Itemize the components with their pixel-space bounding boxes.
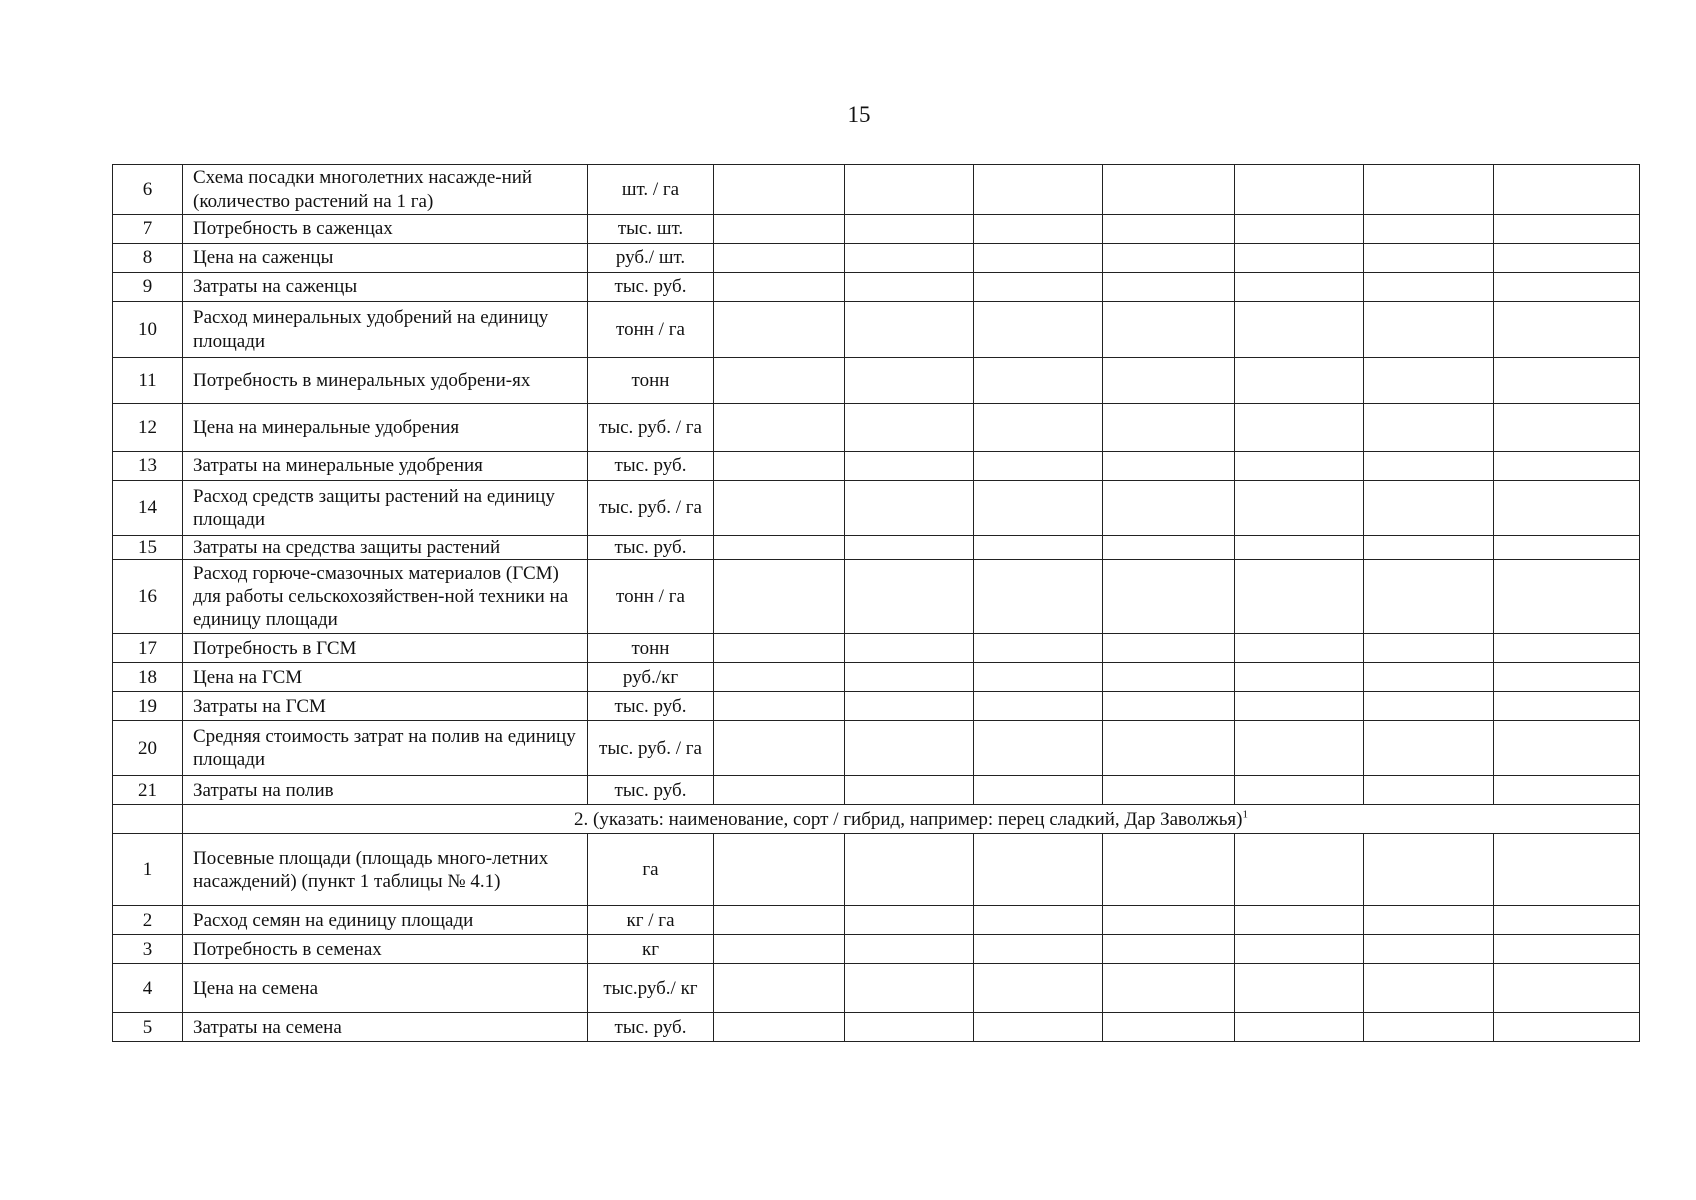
value-cell bbox=[1494, 906, 1640, 935]
value-cell bbox=[714, 776, 845, 805]
value-cell bbox=[845, 273, 974, 302]
unit-of-measure: тыс. руб. / га bbox=[588, 721, 714, 776]
value-cell bbox=[1103, 215, 1235, 244]
value-cell bbox=[1235, 663, 1364, 692]
value-cell bbox=[1235, 906, 1364, 935]
table-row bbox=[113, 404, 1640, 452]
value-cell bbox=[714, 244, 845, 273]
indicator-name: Посевные площади (площадь много-летних насаждений) (пункт 1 таблицы № 4.1) bbox=[183, 834, 588, 906]
value-cell bbox=[714, 721, 845, 776]
unit-of-measure: тыс.руб./ кг bbox=[588, 964, 714, 1013]
value-cell bbox=[845, 244, 974, 273]
row-number: 2 bbox=[113, 906, 183, 935]
value-cell bbox=[974, 165, 1103, 215]
value-cell bbox=[845, 165, 974, 215]
table-row bbox=[113, 358, 1640, 404]
row-number: 21 bbox=[113, 776, 183, 805]
section-title: 2. (указать: наименование, сорт / гибрид, например: перец сладкий, Дар Заволжья) bbox=[574, 808, 1243, 830]
unit-of-measure: руб./кг bbox=[588, 663, 714, 692]
value-cell bbox=[1364, 1013, 1494, 1042]
row-number: 16 bbox=[113, 560, 183, 634]
value-cell bbox=[1494, 244, 1640, 273]
page-number: 15 bbox=[847, 102, 871, 127]
value-cell bbox=[845, 692, 974, 721]
value-cell bbox=[1103, 834, 1235, 906]
value-cell bbox=[1235, 536, 1364, 560]
value-cell bbox=[845, 1013, 974, 1042]
table-row bbox=[113, 634, 1640, 663]
indicator-name: Затраты на средства защиты растений bbox=[183, 536, 588, 560]
value-cell bbox=[1364, 165, 1494, 215]
value-cell bbox=[974, 1013, 1103, 1042]
value-cell bbox=[1235, 560, 1364, 634]
table-row bbox=[113, 215, 1640, 244]
table-row bbox=[113, 964, 1640, 1013]
table-row bbox=[113, 536, 1640, 560]
unit-of-measure: тыс. руб. bbox=[588, 452, 714, 481]
value-cell bbox=[845, 964, 974, 1013]
indicator-name: Затраты на минеральные удобрения bbox=[183, 452, 588, 481]
unit-of-measure: руб./ шт. bbox=[588, 244, 714, 273]
value-cell bbox=[1364, 302, 1494, 358]
unit-of-measure: га bbox=[588, 834, 714, 906]
value-cell bbox=[974, 536, 1103, 560]
table-row bbox=[113, 273, 1640, 302]
value-cell bbox=[845, 663, 974, 692]
value-cell bbox=[1103, 165, 1235, 215]
value-cell bbox=[845, 634, 974, 663]
value-cell bbox=[974, 663, 1103, 692]
value-cell bbox=[1494, 776, 1640, 805]
value-cell bbox=[1235, 634, 1364, 663]
indicator-name: Потребность в семенах bbox=[183, 935, 588, 964]
row-number: 10 bbox=[113, 302, 183, 358]
value-cell bbox=[1494, 452, 1640, 481]
value-cell bbox=[1235, 935, 1364, 964]
value-cell bbox=[845, 834, 974, 906]
row-number: 14 bbox=[113, 481, 183, 536]
value-cell bbox=[1364, 452, 1494, 481]
value-cell bbox=[1235, 165, 1364, 215]
value-cell bbox=[714, 452, 845, 481]
row-number: 11 bbox=[113, 358, 183, 404]
unit-of-measure: тыс. руб. bbox=[588, 536, 714, 560]
unit-of-measure: тыс. руб. bbox=[588, 776, 714, 805]
value-cell bbox=[1103, 964, 1235, 1013]
table-row bbox=[113, 663, 1640, 692]
indicator-name: Средняя стоимость затрат на полив на единицу площади bbox=[183, 721, 588, 776]
value-cell bbox=[974, 215, 1103, 244]
value-cell bbox=[1364, 404, 1494, 452]
row-number: 8 bbox=[113, 244, 183, 273]
row-number: 13 bbox=[113, 452, 183, 481]
value-cell bbox=[1235, 452, 1364, 481]
value-cell bbox=[1494, 273, 1640, 302]
value-cell bbox=[845, 452, 974, 481]
row-number: 7 bbox=[113, 215, 183, 244]
value-cell bbox=[1103, 634, 1235, 663]
value-cell bbox=[1494, 165, 1640, 215]
value-cell bbox=[714, 1013, 845, 1042]
indicator-name: Расход горюче-смазочных материалов (ГСМ) для работы сельскохозяйствен-ной техники на единицу площади bbox=[183, 560, 588, 634]
value-cell bbox=[714, 964, 845, 1013]
unit-of-measure: тыс. руб. / га bbox=[588, 481, 714, 536]
value-cell bbox=[974, 721, 1103, 776]
value-cell bbox=[1103, 1013, 1235, 1042]
value-cell bbox=[974, 906, 1103, 935]
unit-of-measure: тонн / га bbox=[588, 302, 714, 358]
value-cell bbox=[974, 560, 1103, 634]
value-cell bbox=[1494, 481, 1640, 536]
value-cell bbox=[974, 692, 1103, 721]
row-number: 17 bbox=[113, 634, 183, 663]
unit-of-measure: тыс. шт. bbox=[588, 215, 714, 244]
table-row bbox=[113, 302, 1640, 358]
value-cell bbox=[1494, 935, 1640, 964]
value-cell bbox=[1235, 273, 1364, 302]
value-cell bbox=[1103, 244, 1235, 273]
unit-of-measure: кг bbox=[588, 935, 714, 964]
indicator-name: Затраты на семена bbox=[183, 1013, 588, 1042]
value-cell bbox=[1364, 964, 1494, 1013]
value-cell bbox=[1235, 1013, 1364, 1042]
value-cell bbox=[714, 634, 845, 663]
cost-table bbox=[112, 164, 1640, 1042]
value-cell bbox=[1364, 692, 1494, 721]
value-cell bbox=[1103, 560, 1235, 634]
value-cell bbox=[1364, 273, 1494, 302]
table-row bbox=[113, 834, 1640, 906]
value-cell bbox=[1235, 692, 1364, 721]
value-cell bbox=[1103, 302, 1235, 358]
value-cell bbox=[845, 358, 974, 404]
value-cell bbox=[1235, 215, 1364, 244]
value-cell bbox=[1364, 215, 1494, 244]
unit-of-measure: шт. / га bbox=[588, 165, 714, 215]
value-cell bbox=[1494, 834, 1640, 906]
value-cell bbox=[1103, 776, 1235, 805]
value-cell bbox=[1235, 721, 1364, 776]
indicator-name: Расход семян на единицу площади bbox=[183, 906, 588, 935]
value-cell bbox=[1235, 302, 1364, 358]
row-number: 20 bbox=[113, 721, 183, 776]
value-cell bbox=[1494, 358, 1640, 404]
value-cell bbox=[974, 634, 1103, 663]
value-cell bbox=[1364, 834, 1494, 906]
value-cell bbox=[1364, 560, 1494, 634]
value-cell bbox=[1103, 358, 1235, 404]
indicator-name: Затраты на ГСМ bbox=[183, 692, 588, 721]
table-body bbox=[113, 165, 1640, 1042]
table-row bbox=[113, 560, 1640, 634]
indicator-name: Расход минеральных удобрений на единицу площади bbox=[183, 302, 588, 358]
row-number: 12 bbox=[113, 404, 183, 452]
value-cell bbox=[1494, 1013, 1640, 1042]
value-cell bbox=[1235, 244, 1364, 273]
value-cell bbox=[714, 404, 845, 452]
unit-of-measure: тонн bbox=[588, 634, 714, 663]
value-cell bbox=[714, 165, 845, 215]
unit-of-measure: тонн bbox=[588, 358, 714, 404]
row-number: 5 bbox=[113, 1013, 183, 1042]
indicator-name: Расход средств защиты растений на единицу площади bbox=[183, 481, 588, 536]
value-cell bbox=[974, 481, 1103, 536]
value-cell bbox=[1494, 536, 1640, 560]
row-number: 1 bbox=[113, 834, 183, 906]
indicator-name: Цена на минеральные удобрения bbox=[183, 404, 588, 452]
value-cell bbox=[1494, 215, 1640, 244]
value-cell bbox=[1103, 404, 1235, 452]
unit-of-measure: тонн / га bbox=[588, 560, 714, 634]
value-cell bbox=[974, 358, 1103, 404]
table-row bbox=[113, 935, 1640, 964]
value-cell bbox=[1364, 358, 1494, 404]
value-cell bbox=[974, 404, 1103, 452]
value-cell bbox=[714, 302, 845, 358]
value-cell bbox=[714, 834, 845, 906]
indicator-name: Потребность в минеральных удобрени-ях bbox=[183, 358, 588, 404]
section-title-cell bbox=[183, 805, 1640, 834]
value-cell bbox=[974, 273, 1103, 302]
value-cell bbox=[1103, 452, 1235, 481]
value-cell bbox=[1364, 663, 1494, 692]
value-cell bbox=[845, 536, 974, 560]
value-cell bbox=[845, 935, 974, 964]
value-cell bbox=[1364, 536, 1494, 560]
value-cell bbox=[714, 935, 845, 964]
value-cell bbox=[714, 273, 845, 302]
value-cell bbox=[845, 302, 974, 358]
indicator-name: Цена на саженцы bbox=[183, 244, 588, 273]
value-cell bbox=[1103, 663, 1235, 692]
value-cell bbox=[1103, 273, 1235, 302]
value-cell bbox=[1235, 834, 1364, 906]
value-cell bbox=[845, 721, 974, 776]
value-cell bbox=[1494, 964, 1640, 1013]
value-cell bbox=[714, 215, 845, 244]
value-cell bbox=[845, 560, 974, 634]
row-number: 15 bbox=[113, 536, 183, 560]
value-cell bbox=[1364, 634, 1494, 663]
value-cell bbox=[1103, 721, 1235, 776]
table-row bbox=[113, 452, 1640, 481]
value-cell bbox=[1364, 481, 1494, 536]
value-cell bbox=[714, 481, 845, 536]
value-cell bbox=[1494, 634, 1640, 663]
value-cell bbox=[714, 358, 845, 404]
value-cell bbox=[974, 935, 1103, 964]
value-cell bbox=[1494, 404, 1640, 452]
indicator-name: Затраты на полив bbox=[183, 776, 588, 805]
value-cell bbox=[1364, 935, 1494, 964]
indicator-name: Потребность в ГСМ bbox=[183, 634, 588, 663]
indicator-name: Схема посадки многолетних насажде-ний (количество растений на 1 га) bbox=[183, 165, 588, 215]
value-cell bbox=[714, 906, 845, 935]
value-cell bbox=[1364, 244, 1494, 273]
value-cell bbox=[974, 776, 1103, 805]
value-cell bbox=[974, 302, 1103, 358]
value-cell bbox=[974, 452, 1103, 481]
value-cell bbox=[1494, 692, 1640, 721]
value-cell bbox=[1364, 906, 1494, 935]
value-cell bbox=[714, 663, 845, 692]
indicator-name: Потребность в саженцах bbox=[183, 215, 588, 244]
value-cell bbox=[974, 964, 1103, 1013]
value-cell bbox=[714, 536, 845, 560]
indicator-name: Затраты на саженцы bbox=[183, 273, 588, 302]
footnote-marker: 1 bbox=[1242, 808, 1248, 821]
value-cell bbox=[1235, 404, 1364, 452]
value-cell bbox=[845, 404, 974, 452]
table-row bbox=[113, 165, 1640, 215]
value-cell bbox=[845, 481, 974, 536]
value-cell bbox=[1364, 776, 1494, 805]
indicator-name: Цена на ГСМ bbox=[183, 663, 588, 692]
unit-of-measure: тыс. руб. bbox=[588, 692, 714, 721]
table-row bbox=[113, 244, 1640, 273]
value-cell bbox=[1103, 536, 1235, 560]
row-number: 9 bbox=[113, 273, 183, 302]
row-number: 6 bbox=[113, 165, 183, 215]
unit-of-measure: кг / га bbox=[588, 906, 714, 935]
table-row bbox=[113, 776, 1640, 805]
value-cell bbox=[1494, 560, 1640, 634]
section-row bbox=[113, 805, 1640, 834]
value-cell bbox=[845, 776, 974, 805]
indicator-name: Цена на семена bbox=[183, 964, 588, 1013]
row-number: 18 bbox=[113, 663, 183, 692]
table-row bbox=[113, 692, 1640, 721]
value-cell bbox=[974, 244, 1103, 273]
section-number-cell bbox=[113, 805, 183, 834]
value-cell bbox=[1494, 721, 1640, 776]
value-cell bbox=[845, 906, 974, 935]
value-cell bbox=[1494, 302, 1640, 358]
value-cell bbox=[974, 834, 1103, 906]
value-cell bbox=[1103, 935, 1235, 964]
value-cell bbox=[1103, 692, 1235, 721]
table-row bbox=[113, 481, 1640, 536]
row-number: 3 bbox=[113, 935, 183, 964]
value-cell bbox=[1235, 358, 1364, 404]
value-cell bbox=[1235, 481, 1364, 536]
value-cell bbox=[714, 692, 845, 721]
value-cell bbox=[1235, 964, 1364, 1013]
value-cell bbox=[1364, 721, 1494, 776]
value-cell bbox=[1494, 663, 1640, 692]
table-row bbox=[113, 721, 1640, 776]
unit-of-measure: тыс. руб. bbox=[588, 1013, 714, 1042]
table-row bbox=[113, 1013, 1640, 1042]
unit-of-measure: тыс. руб. / га bbox=[588, 404, 714, 452]
value-cell bbox=[1235, 776, 1364, 805]
value-cell bbox=[845, 215, 974, 244]
value-cell bbox=[1103, 481, 1235, 536]
value-cell bbox=[1103, 906, 1235, 935]
row-number: 19 bbox=[113, 692, 183, 721]
unit-of-measure: тыс. руб. bbox=[588, 273, 714, 302]
row-number: 4 bbox=[113, 964, 183, 1013]
table-row bbox=[113, 906, 1640, 935]
value-cell bbox=[714, 560, 845, 634]
